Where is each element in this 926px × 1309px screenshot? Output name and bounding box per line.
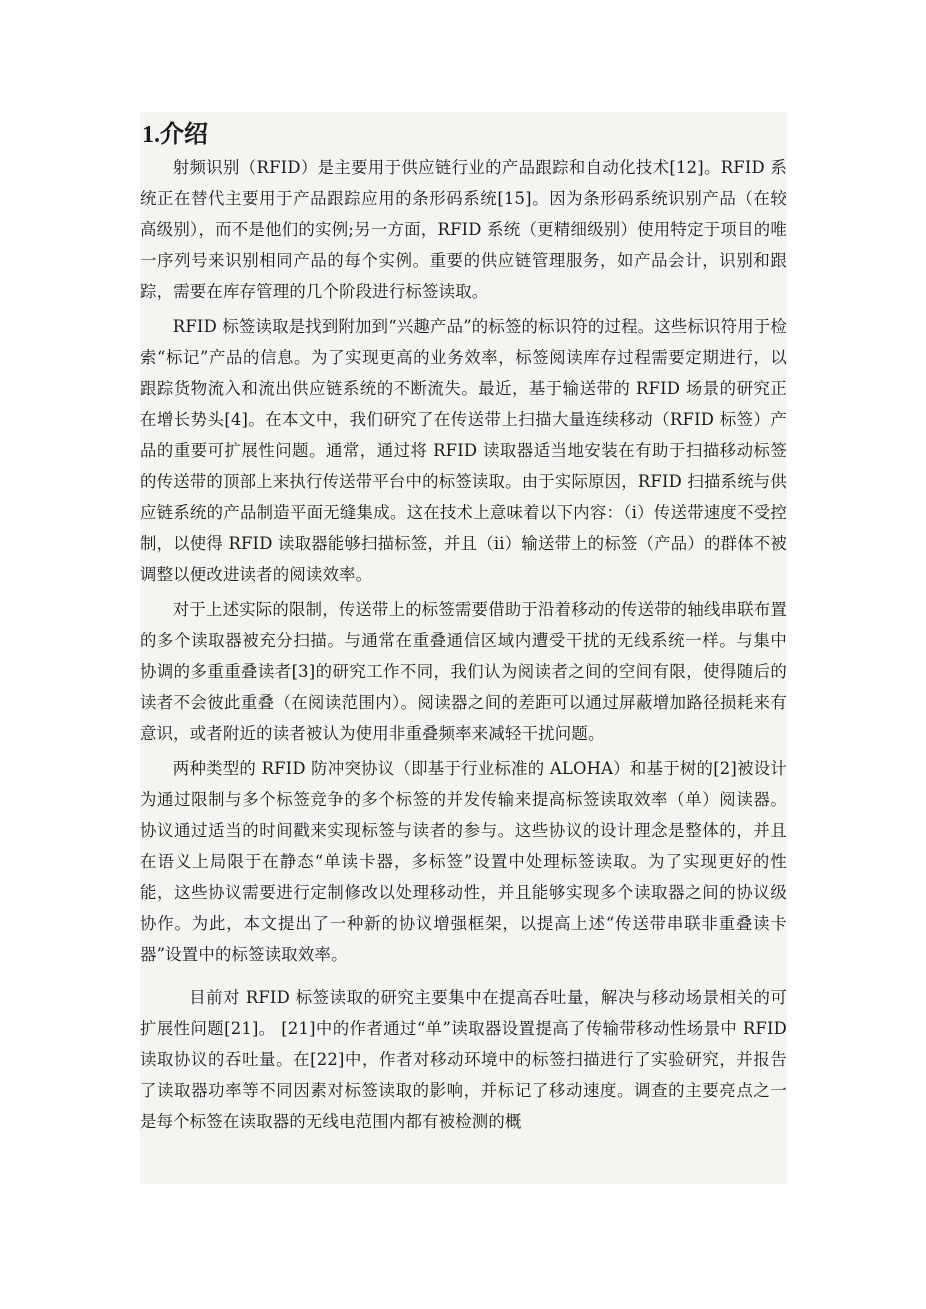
paragraph-readers-constraint: 对于上述实际的限制，传送带上的标签需要借助于沿着移动的传送带的轴线串联布置的多个读取器被充分扫描。与通常在重叠通信区域内遭受干扰的无线系统一样。与集中协调的多重重叠读者[3]的研究工作不同，我们认为阅读者之间的空间有限，使得随后的读者不会彼此重叠（在阅读范围内）。阅读器之间的差距可以通过屏蔽增加路径损耗来有意识，或者附近的读者被认为使用非重叠频率来减轻干扰问题。 bbox=[140, 600, 787, 743]
article-body bbox=[140, 112, 787, 1184]
paragraph-tag-reading: RFID 标签读取是找到附加到“兴趣产品”的标签的标识符的过程。这些标识符用于检索“标记”产品的信息。为了实现更高的业务效率，标签阅读库存过程需要定期进行，以跟踪货物流入和流出供应链系统的不断流失。最近，基于输送带的 RFID 场景的研究正在增长势头[4]。在本文中，我们研究了在传送带上扫描大量连续移动（RFID 标签）产品的重要可扩展性问题。通常，通过将 RFID 读取器适当地安装在有助于扫描移动标签的传送带的顶部上来执行传送带平台中的标签读取。由于实际原因，RFID 扫描系统与供应链系统的产品制造平面无缝集成。这在技术上意味着以下内容：（i）传送带速度不受控制，以使得 RFID 读取器能够扫描标签，并且（ii）输送带上的标签（产品）的群体不被调整以便改进读者的阅读效率。 bbox=[140, 317, 787, 584]
section-title: 1.介绍 bbox=[142, 122, 208, 148]
paragraph-related-work: 目前对 RFID 标签读取的研究主要集中在提高吞吐量，解决与移动场景相关的可扩展性问题[21]。 [21]中的作者通过“单”读取器设置提高了传输带移动性场景中 RFID 读取协议的吞吐量。在[22]中，作者对移动环境中的标签扫描进行了实验研究，并报告了读取器功率等不同因素对标签读取的影响，并标记了移动速度。调查的主要亮点之一是每个标签在读取器的无线电范围内都有被检测的概 bbox=[140, 988, 787, 1131]
paragraph-anti-collision: 两种类型的 RFID 防冲突协议（即基于行业标准的 ALOHA）和基于树的[2]被设计为通过限制与多个标签竞争的多个标签的并发传输来提高标签读取效率（单）阅读器。协议通过适当的时间戳来实现标签与读者的参与。这些协议的设计理念是整体的，并且在语义上局限于在静态“单读卡器，多标签”设置中处理标签读取。为了实现更好的性能，这些协议需要进行定制修改以处理移动性，并且能够实现多个读取器之间的协议级协作。为此，本文提出了一种新的协议增强框架，以提高上述“传送带串联非重叠读卡器”设置中的标签读取效率。 bbox=[140, 759, 787, 964]
paragraph-intro: 射频识别（RFID）是主要用于供应链行业的产品跟踪和自动化技术[12]。RFID 系统正在替代主要用于产品跟踪应用的条形码系统[15]。因为条形码系统识别产品（在较高级别），而不是他们的实例;另一方面，RFID 系统（更精细级别）使用特定于项目的唯一序列号来识别相同产品的每个实例。重要的供应链管理服务，如产品会计，识别和跟踪，需要在库存管理的几个阶段进行标签读取。 bbox=[140, 158, 787, 301]
